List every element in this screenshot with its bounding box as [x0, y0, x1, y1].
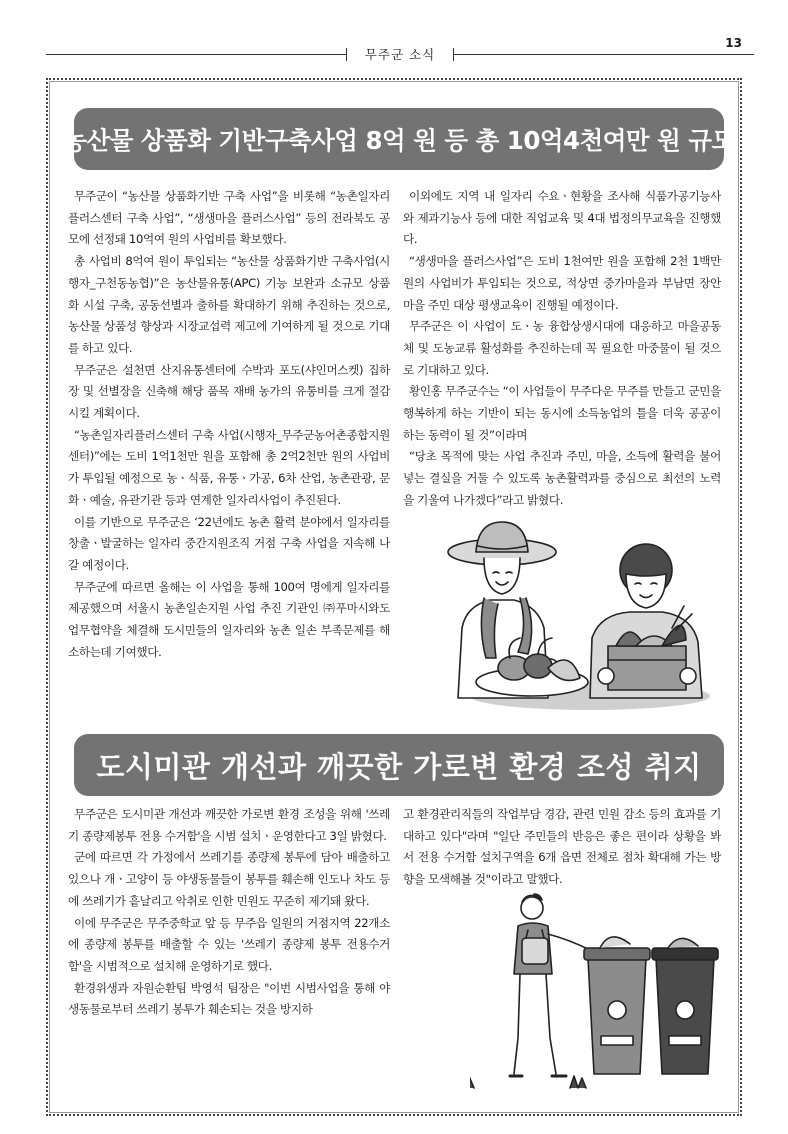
- paragraph: 무주군이 “농산물 상품화기반 구축 사업”을 비롯해 “농촌일자리플러스센터 구축 사업”, “생생마을 플러스사업” 등의 전라북도 공모에 선정돼 10억여 원의 사업비를 확보했다.: [68, 189, 390, 247]
- paragraph: 이외에도 지역 내 일자리 수요ㆍ현황을 조사해 식품가공기능사와 제과기능사 등에 대한 직업교육 및 4대 법정의무교육을 진행했다.: [403, 189, 721, 247]
- farmers-harvest-illustration: [440, 518, 726, 714]
- paragraph: 무주군은 설천면 산지유통센터에 수박과 포도(샤인머스켓) 집하장 및 선별장을 신축해 해당 품목 재배 농가의 유통비를 크게 절감시킬 계획이다.: [68, 362, 390, 421]
- paragraph: 고 환경관리직들의 작업부담 경감, 관련 민원 감소 등의 효과를 기대하고 있다"라며 "일단 주민들의 반응은 좋은 편이라 상황을 봐서 전용 수거함 설치구역을 6개 읍면 전체로 점차 확대해 가는 방향을 모색해볼 것"이라고 말했다.: [403, 807, 721, 887]
- article1-column-2: [403, 186, 721, 512]
- article1-column-1: [68, 186, 390, 663]
- page-number: 13: [725, 36, 742, 50]
- article1-headline: 농산물 상품화 기반구축사업 8억 원 등 총 10억4천여만 원 규모: [74, 108, 724, 170]
- paragraph: “농촌일자리플러스센터 구축 사업(시행자_무주군농어촌종합지원센터)”에는 도비 1억1천만 원을 포함해 총 2억2천만 원의 사업비가 투입될 예정으로 농ㆍ식품, 유통ㆍ가공, 6차 산업, 농촌관광, 문화ㆍ예술, 유관기관 등과 연계한 일자리사업이 추진된다.: [68, 427, 390, 507]
- header-rule-left: [46, 54, 346, 55]
- section-label: 무주군 소식: [364, 47, 436, 62]
- paragraph: “생생마을 플러스사업”은 도비 1천여만 원을 포함해 2천 1백만 원의 사업비가 투입되는 것으로, 적상면 중가마을과 부남면 장안마을 주민 대상 평생교육이 진행될 예정이다.: [403, 254, 721, 312]
- article2-headline: 도시미관 개선과 깨끗한 가로변 환경 조성 취지: [74, 734, 724, 796]
- header-rule-right: [454, 54, 754, 55]
- header-tick-left: [346, 48, 347, 61]
- recycling-bins-illustration: [470, 878, 720, 1090]
- paragraph: 무주군은 도시미관 개선과 깨끗한 가로변 환경 조성을 위해 '쓰레기 종량제봉투 전용 수거함'을 시범 설치ㆍ운영한다고 3일 밝혔다.: [68, 807, 390, 843]
- paragraph: 무주군은 이 사업이 도ㆍ농 융합상생시대에 대응하고 마을공동체 및 도농교류 활성화를 추진하는데 꼭 필요한 마중물이 될 것으로 기대하고 있다.: [403, 319, 721, 377]
- paragraph: 이에 무주군은 무주중학교 앞 등 무주읍 일원의 거점지역 22개소에 종량제 봉투를 배출할 수 있는 '쓰레기 종량제 봉투 전용수거함'을 시범적으로 설치해 운영하기로 했다.: [68, 915, 390, 973]
- paragraph: 무주군에 따르면 올해는 이 사업을 통해 100여 명에게 일자리를 제공했으며 서울시 농촌일손지원 사업 추진 기관인 ㈜푸마시와도 업무협약을 체결해 도시민들의 일자리와 농촌 일손 부족문제를 해소하는데 기여했다.: [68, 579, 390, 659]
- paragraph: 군에 따르면 각 가정에서 쓰레기를 종량제 봉투에 담아 배출하고 있으나 개ㆍ고양이 등 야생동물들이 봉투를 훼손해 인도나 차도 등에 쓰레기가 흩날리고 악취로 인한 민원도 꾸준히 제기돼 왔다.: [68, 850, 390, 908]
- paragraph: 이를 기반으로 무주군은 ‘22년에도 농촌 활력 분야에서 일자리를 창출ㆍ발굴하는 일자리 중간지원조직 거점 구축 사업을 지속해 나갈 예정이다.: [68, 514, 390, 572]
- paragraph: 총 사업비 8억여 원이 투입되는 “농산물 상품화기반 구축사업(시행자_구천동농협)”은 농산물유통(APC) 기능 보완과 소규모 상품화 시설 구축, 공동선별과 출하를 확대하기 위해 추진하는 것으로, 농산물 상품성 향상과 시장교섭력 제고에 기여하게 될 것으로 기대를 하고 있다.: [68, 254, 390, 355]
- paragraph: 환경위생과 자원순환팀 박영석 팀장은 "이번 시범사업을 통해 야생동물로부터 쓰레기 봉투가 훼손되는 것을 방지하: [68, 980, 390, 1017]
- paragraph: “당초 목적에 맞는 사업 추진과 주민, 마을, 소득에 활력을 불어 넣는 결실을 거둘 수 있도록 농촌활력과를 중심으로 최선의 노력을 기울여 나가겠다”라고 밝혔다.: [403, 449, 721, 507]
- article2-column-1: [68, 804, 390, 1021]
- paragraph: 황인홍 무주군수는 “이 사업들이 무주다운 무주를 만들고 군민을 행복하게 하는 기반이 되는 동시에 소득농업의 틀을 더욱 공공이 하는 동력이 될 것”이라며: [403, 384, 721, 442]
